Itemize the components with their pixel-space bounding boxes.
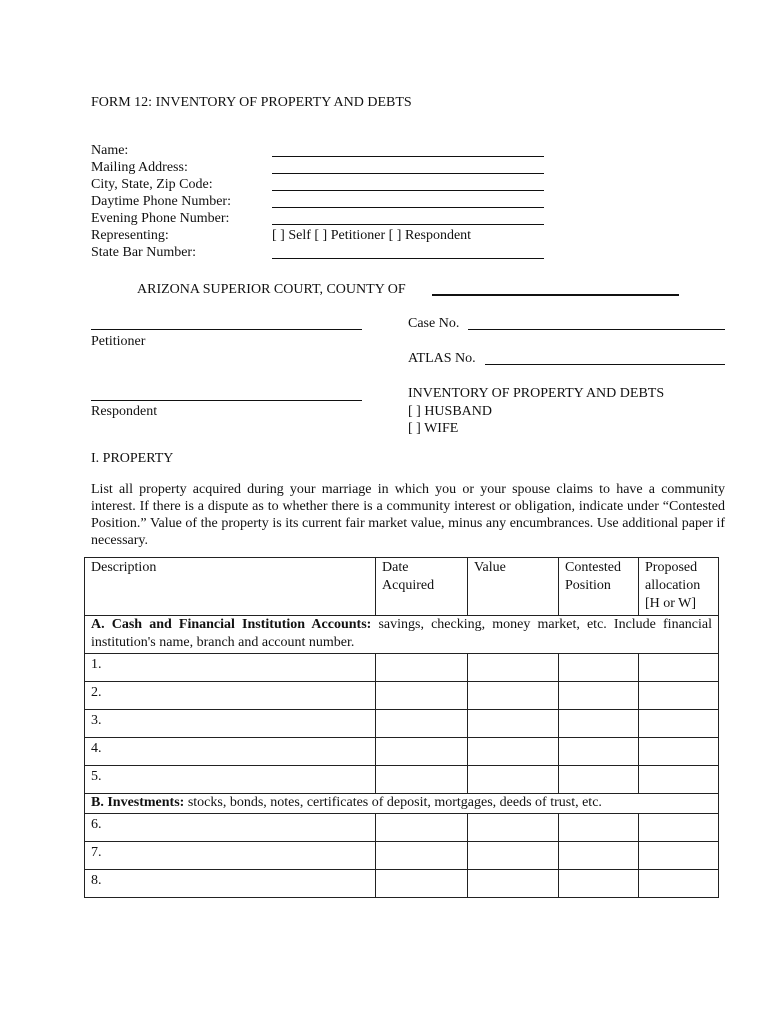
value-cell[interactable]: [468, 682, 559, 710]
allocation-cell[interactable]: [639, 842, 719, 870]
representing-options[interactable]: [ ] Self [ ] Petitioner [ ] Respondent: [272, 228, 472, 243]
value-cell[interactable]: [468, 842, 559, 870]
contested-cell[interactable]: [559, 814, 639, 842]
contested-cell[interactable]: [559, 870, 639, 898]
row-number[interactable]: 6.: [85, 814, 376, 842]
property-table: [84, 557, 719, 898]
date-cell[interactable]: [376, 870, 468, 898]
inventory-caption-title: INVENTORY OF PROPERTY AND DEBTS: [408, 386, 665, 401]
representing-label: Representing:: [91, 228, 169, 243]
daytime-phone-label: Daytime Phone Number:: [91, 194, 231, 209]
section-instructions: List all property acquired during your marriage in which you or your spouse claims to have a community interest. If there is a dispute as to whether there is a community interest or obligation, indicate under “Contested Position.” Value of the property is its current fair market value, minus any encumbrances. Use additional paper if necessary.: [91, 482, 725, 548]
row-number[interactable]: 3.: [85, 710, 376, 738]
contested-cell[interactable]: [559, 766, 639, 794]
header-description: Description: [85, 558, 376, 616]
atlas-number-field-line[interactable]: [485, 364, 725, 365]
contested-cell[interactable]: [559, 682, 639, 710]
table-header-row: [85, 558, 719, 616]
evening-phone-label: Evening Phone Number:: [91, 211, 230, 226]
state-bar-number-label: State Bar Number:: [91, 245, 196, 260]
date-cell[interactable]: [376, 738, 468, 766]
name-label: Name:: [91, 143, 129, 158]
case-number-label: Case No.: [408, 316, 460, 331]
section-title: I. PROPERTY: [91, 451, 174, 466]
husband-checkbox[interactable]: [ ] HUSBAND: [408, 404, 492, 419]
respondent-field-line[interactable]: [91, 400, 362, 401]
date-cell[interactable]: [376, 842, 468, 870]
allocation-cell[interactable]: [639, 738, 719, 766]
table-row: [85, 814, 719, 842]
date-cell[interactable]: [376, 654, 468, 682]
evening-phone-field-line[interactable]: [272, 224, 544, 225]
table-row: [85, 842, 719, 870]
allocation-cell[interactable]: [639, 654, 719, 682]
mailing-address-field-line[interactable]: [272, 173, 544, 174]
value-cell[interactable]: [468, 738, 559, 766]
header-value: Value: [468, 558, 559, 616]
contested-cell[interactable]: [559, 842, 639, 870]
row-number[interactable]: 2.: [85, 682, 376, 710]
contested-cell[interactable]: [559, 738, 639, 766]
category-row-investments: [85, 794, 719, 814]
table-row: [85, 870, 719, 898]
allocation-cell[interactable]: [639, 870, 719, 898]
city-state-zip-field-line[interactable]: [272, 190, 544, 191]
category-description: savings, checking, money market, etc. Include financial institution's name, branch and account number.: [91, 617, 712, 650]
date-cell[interactable]: [376, 710, 468, 738]
table-row: [85, 738, 719, 766]
table-row: [85, 654, 719, 682]
header-proposed-allocation: Proposed allocation [H or W]: [639, 558, 719, 616]
respondent-label: Respondent: [91, 404, 158, 419]
name-field-line[interactable]: [272, 156, 544, 157]
category-label: B. Investments:: [91, 795, 185, 810]
value-cell[interactable]: [468, 870, 559, 898]
daytime-phone-field-line[interactable]: [272, 207, 544, 208]
header-contested-position: Contested Position: [559, 558, 639, 616]
header-date-acquired: Date Acquired: [376, 558, 468, 616]
contested-cell[interactable]: [559, 654, 639, 682]
table-row: [85, 682, 719, 710]
form-title: FORM 12: INVENTORY OF PROPERTY AND DEBTS: [91, 95, 412, 110]
state-bar-number-field-line[interactable]: [272, 258, 544, 259]
allocation-cell[interactable]: [639, 682, 719, 710]
table-row: [85, 766, 719, 794]
court-title: ARIZONA SUPERIOR COURT, COUNTY OF: [137, 282, 406, 297]
county-field-line[interactable]: [432, 294, 679, 296]
wife-checkbox[interactable]: [ ] WIFE: [408, 421, 459, 436]
allocation-cell[interactable]: [639, 766, 719, 794]
row-number[interactable]: 4.: [85, 738, 376, 766]
row-number[interactable]: 1.: [85, 654, 376, 682]
contested-cell[interactable]: [559, 710, 639, 738]
date-cell[interactable]: [376, 682, 468, 710]
city-state-zip-label: City, State, Zip Code:: [91, 177, 213, 192]
allocation-cell[interactable]: [639, 710, 719, 738]
category-label: A. Cash and Financial Institution Accounts:: [91, 617, 372, 632]
case-number-field-line[interactable]: [468, 329, 725, 330]
category-row-cash: [85, 616, 719, 654]
table-row: [85, 710, 719, 738]
row-number[interactable]: 7.: [85, 842, 376, 870]
value-cell[interactable]: [468, 814, 559, 842]
date-cell[interactable]: [376, 814, 468, 842]
allocation-cell[interactable]: [639, 814, 719, 842]
petitioner-field-line[interactable]: [91, 329, 362, 330]
row-number[interactable]: 8.: [85, 870, 376, 898]
date-cell[interactable]: [376, 766, 468, 794]
mailing-address-label: Mailing Address:: [91, 160, 188, 175]
petitioner-label: Petitioner: [91, 334, 146, 349]
row-number[interactable]: 5.: [85, 766, 376, 794]
value-cell[interactable]: [468, 710, 559, 738]
category-description: stocks, bonds, notes, certificates of deposit, mortgages, deeds of trust, etc.: [184, 795, 602, 810]
value-cell[interactable]: [468, 654, 559, 682]
value-cell[interactable]: [468, 766, 559, 794]
atlas-number-label: ATLAS No.: [408, 351, 476, 366]
